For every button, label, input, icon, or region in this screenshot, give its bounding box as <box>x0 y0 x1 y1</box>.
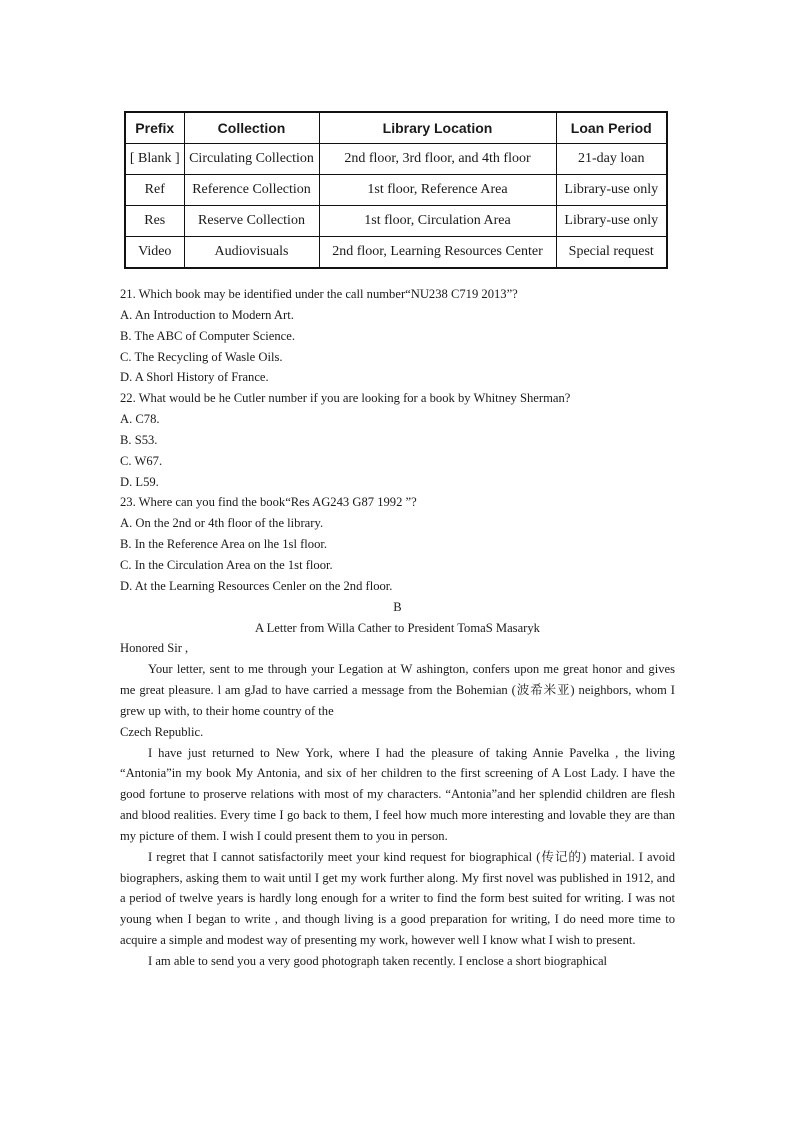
cell-collection: Circulating Collection <box>184 144 319 175</box>
header-prefix: Prefix <box>125 112 184 144</box>
question-23-option-b: B. In the Reference Area on lhe 1sl floor. <box>120 537 328 552</box>
cell-prefix: Ref <box>125 175 184 206</box>
question-22-option-a: A. C78. <box>120 412 160 427</box>
question-22-stem: 22. What would be he Cutler number if you are looking for a book by Whitney Sherman? <box>120 391 571 406</box>
letter-paragraph-1-continued: Czech Republic. <box>120 724 204 739</box>
passage-title: A Letter from Willa Cather to President TomaS Masaryk <box>255 620 540 635</box>
question-22-option-d: D. L59. <box>120 474 159 489</box>
cell-prefix: [ Blank ] <box>125 144 184 175</box>
table-row <box>125 206 667 237</box>
question-21-option-c: C. The Recycling of Wasle Oils. <box>120 349 283 364</box>
cell-loan-period: Special request <box>556 237 667 269</box>
document-body <box>120 284 675 972</box>
question-22-option-c: C. W67. <box>120 453 163 468</box>
cell-loan-period: Library-use only <box>556 175 667 206</box>
table-row <box>125 144 667 175</box>
cell-location: 2nd floor, Learning Resources Center <box>319 237 556 269</box>
library-prefix-table-container <box>124 111 666 269</box>
question-23-option-a: A. On the 2nd or 4th floor of the library. <box>120 516 324 531</box>
cell-collection: Audiovisuals <box>184 237 319 269</box>
letter-paragraph-3: I regret that I cannot satisfactorily meet your kind request for biographical (传记的) material. I avoid biographers, asking them to wait until I get my work further along. My first novel was published in 1912, and a period of twelve years is hardly long enough for a writer to find the form best suited for writing. I was not young when I began to write , and though living is a good preparation for writing, I do need more time to acquire a simple and modest way of presenting my work, however well I know what I wish to present. <box>120 849 675 948</box>
cell-loan-period: 21-day loan <box>556 144 667 175</box>
cell-location: 2nd floor, 3rd floor, and 4th floor <box>319 144 556 175</box>
question-23-option-c: C. In the Circulation Area on the 1st floor. <box>120 557 333 572</box>
question-21-option-d: D. A Shorl History of France. <box>120 370 269 385</box>
cell-collection: Reserve Collection <box>184 206 319 237</box>
letter-paragraph-4: I am able to send you a very good photograph taken recently. I enclose a short biographical <box>148 954 608 968</box>
letter-paragraph-2: I have just returned to New York, where I had the pleasure of taking Annie Pavelka , the living “Antonia”in my book My Antonia, and six of her children to the first screening of A Lost Lady. I have the good fortune to proserve relations with most of my characters. “Antonia”and her splendid children are flesh and blood realities. Every time I go back to them, I feel how much more interesting and lovable they are than my picture of them. I wish I could present them to you in person. <box>120 745 675 843</box>
question-23-stem: 23. Where can you find the book“Res AG243 G87 1992 ”? <box>120 495 417 510</box>
cell-location: 1st floor, Reference Area <box>319 175 556 206</box>
question-22-option-b: B. S53. <box>120 432 158 447</box>
header-library-location: Library Location <box>319 112 556 144</box>
table-header-row <box>125 112 667 144</box>
header-collection: Collection <box>184 112 319 144</box>
cell-prefix: Res <box>125 206 184 237</box>
question-23-option-d: D. At the Learning Resources Cenler on the 2nd floor. <box>120 578 393 593</box>
cell-loan-period: Library-use only <box>556 206 667 237</box>
question-21-option-a: A. An Introduction to Modern Art. <box>120 307 294 322</box>
cell-prefix: Video <box>125 237 184 269</box>
question-21-option-b: B. The ABC of Computer Science. <box>120 328 296 343</box>
table-row <box>125 175 667 206</box>
letter-paragraph-1: Your letter, sent to me through your Legation at W ashington, confers upon me great honor and gives me great pleasure. l am gJad to have carried a message from the Bohemian (波希米亚) neighbors, whom I grew up with, to their home country of the <box>120 662 675 718</box>
cell-location: 1st floor, Circulation Area <box>319 206 556 237</box>
table-row <box>125 237 667 269</box>
letter-salutation: Honored Sir , <box>120 641 189 656</box>
header-loan-period: Loan Period <box>556 112 667 144</box>
library-prefix-table <box>124 111 668 269</box>
section-label: B <box>393 599 402 614</box>
question-21-stem: 21. Which book may be identified under the call number“NU238 C719 2013”? <box>120 287 518 301</box>
cell-collection: Reference Collection <box>184 175 319 206</box>
